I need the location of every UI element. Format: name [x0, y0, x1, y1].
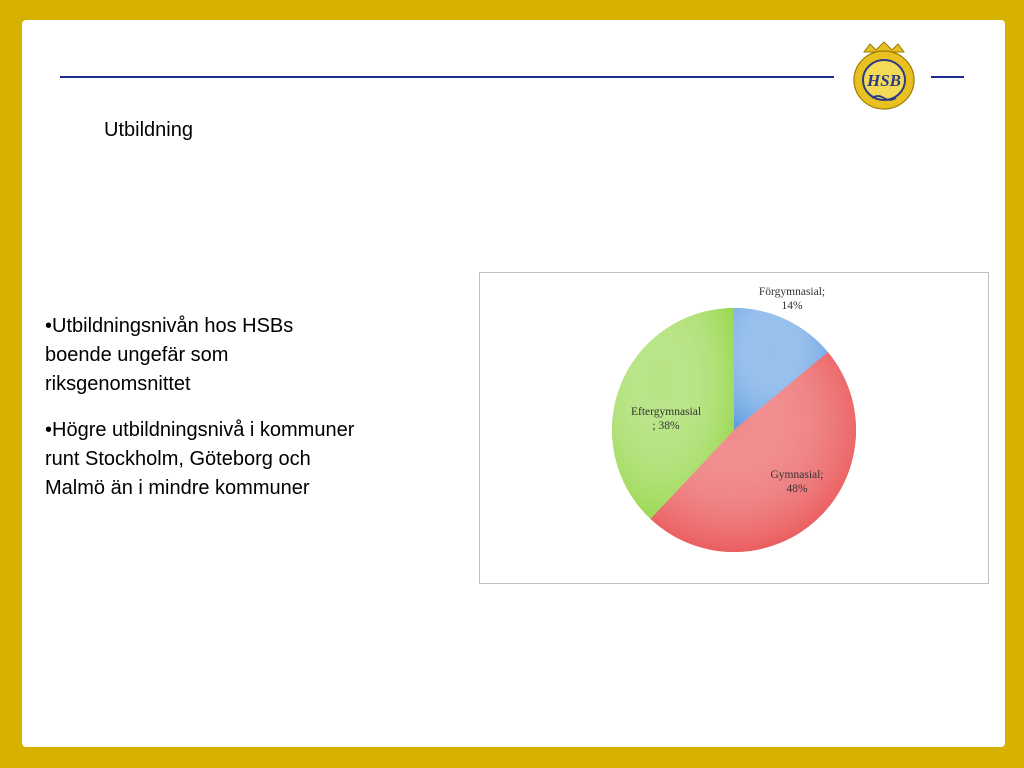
header-rule-left [60, 76, 834, 78]
slice-label: Eftergymnasial ; 38% [630, 406, 702, 432]
bullet-list [45, 312, 365, 520]
slice-label: Förgymnasial; 14% [758, 286, 826, 312]
hsb-logo-icon [848, 40, 920, 112]
slide-title: Utbildning [104, 119, 193, 141]
pie-chart [479, 272, 989, 584]
header-rule-right [931, 76, 964, 78]
slice-label: Gymnasial; 48% [770, 469, 824, 495]
pie-chart-svg [480, 273, 990, 585]
bullet-item: •Utbildningsnivån hos HSBs boende ungefär som riksgenomsnittet [45, 315, 294, 395]
logo-text: HSB [866, 71, 902, 90]
bullet-item: •Högre utbildningsnivå i kommuner runt Stockholm, Göteborg och Malmö än i mindre kommuner [45, 419, 355, 499]
slide [22, 20, 1005, 747]
